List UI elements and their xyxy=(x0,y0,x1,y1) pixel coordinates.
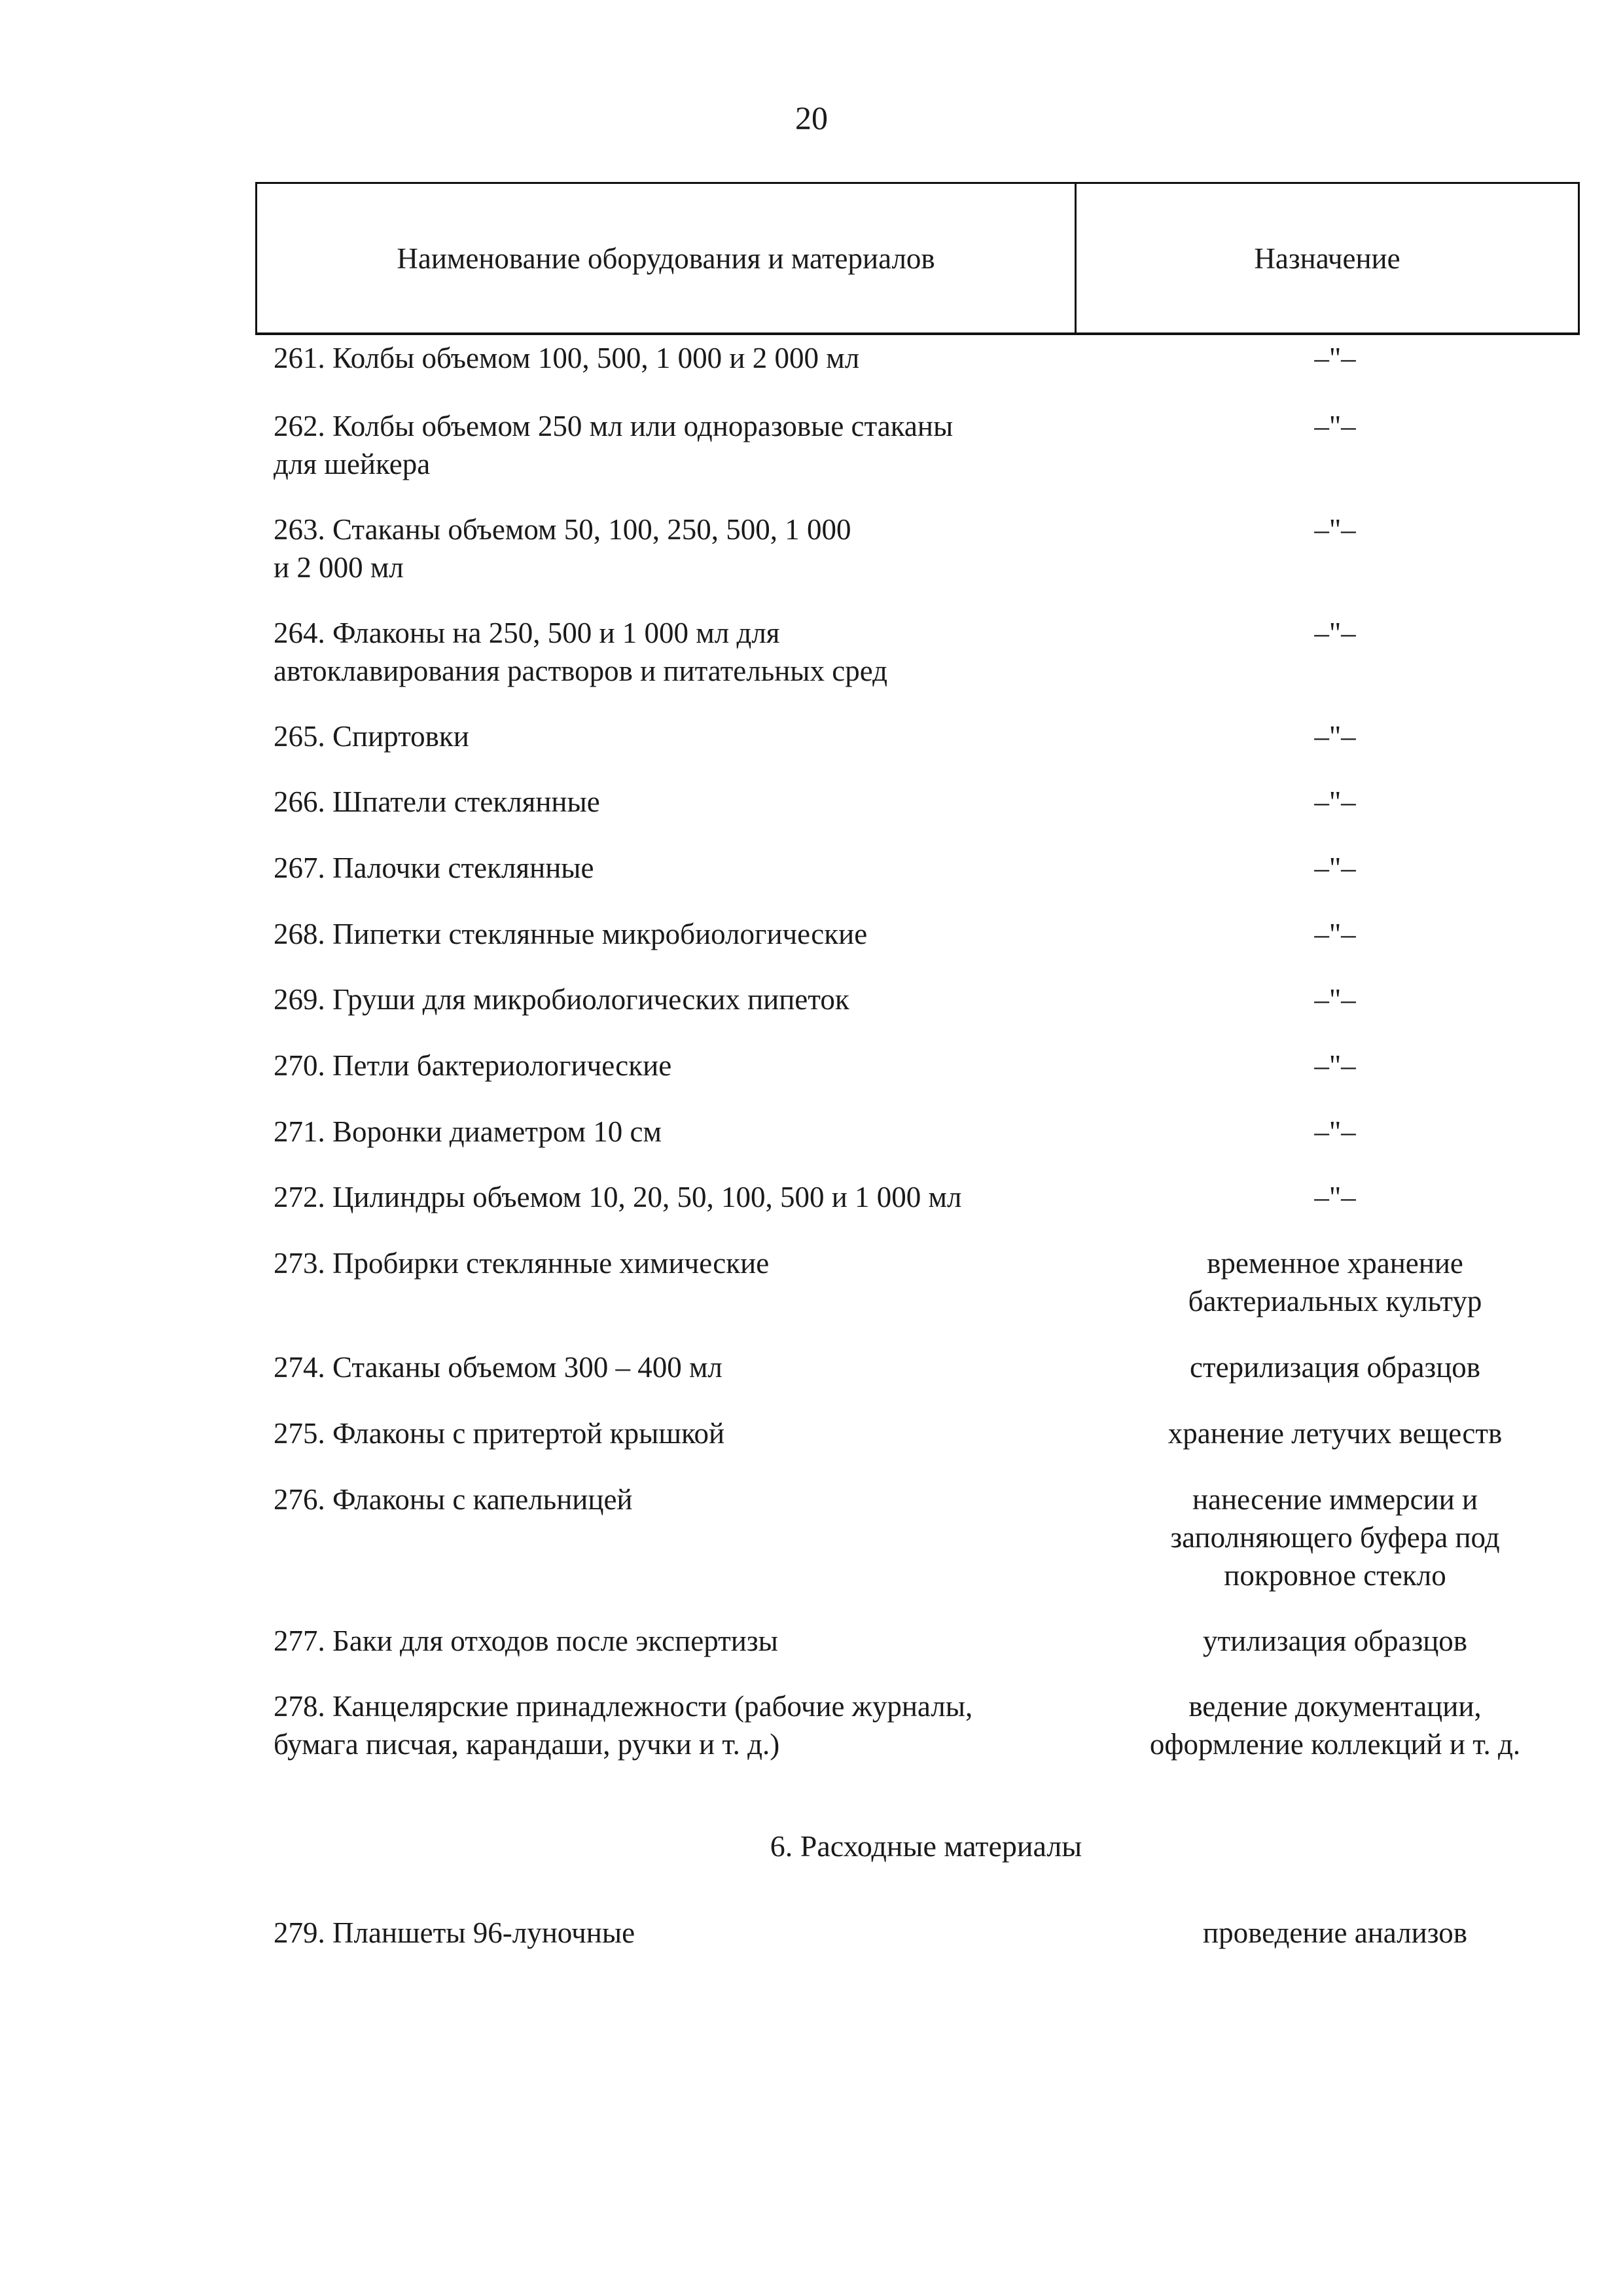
row-name: 268. Пипетки стеклянные микробиологические xyxy=(274,918,868,950)
row-name: 267. Палочки стеклянные xyxy=(274,852,594,884)
row-name: 276. Флаконы с капельницей xyxy=(274,1483,633,1516)
row-purpose: –"– xyxy=(1314,410,1356,442)
section-title: 6. Расходные материалы xyxy=(770,1829,1082,1863)
row-name: 261. Колбы объемом 100, 500, 1 000 и 2 000 мл xyxy=(274,342,860,374)
header-name-column: Наименование оборудования и материалов xyxy=(257,184,1077,332)
row-purpose: –"– xyxy=(1314,918,1356,950)
row-name: 263. Стаканы объемом 50, 100, 250, 500, 1 000 и 2 000 мл xyxy=(274,513,851,584)
row-purpose: –"– xyxy=(1314,1181,1356,1213)
row-purpose: проведение анализов xyxy=(1203,1916,1467,1949)
row-name: 275. Флаконы с притертой крышкой xyxy=(274,1417,725,1450)
row-purpose: стерилизация образцов xyxy=(1189,1351,1481,1384)
row-purpose: –"– xyxy=(1314,617,1356,649)
row-purpose: –"– xyxy=(1314,342,1356,374)
row-name: 269. Груши для микробиологических пипеток xyxy=(274,983,849,1016)
row-name: 270. Петли бактериологические xyxy=(274,1049,672,1082)
row-purpose: –"– xyxy=(1314,852,1356,884)
row-purpose: –"– xyxy=(1314,1049,1356,1082)
header-purpose-column: Назначение xyxy=(1254,242,1400,275)
row-purpose: ведение документации, оформление коллекций и т. д. xyxy=(1149,1690,1521,1761)
row-purpose: временное хранение бактериальных культур xyxy=(1188,1247,1482,1318)
row-purpose: хранение летучих веществ xyxy=(1168,1417,1503,1450)
row-purpose: –"– xyxy=(1314,983,1356,1016)
row-name: 262. Колбы объемом 250 мл или одноразовые стаканы для шейкера xyxy=(274,410,954,480)
row-purpose: нанесение иммерсии и заполняющего буфера под покровное стекло xyxy=(1170,1483,1500,1592)
row-purpose: –"– xyxy=(1314,720,1356,753)
row-name: 265. Спиртовки xyxy=(274,720,469,753)
row-name: 278. Канцелярские принадлежности (рабочие журналы, бумага писчая, карандаши, ручки и т. д.) xyxy=(274,1690,973,1761)
page-number: 20 xyxy=(795,99,828,136)
row-name: 272. Цилиндры объемом 10, 20, 50, 100, 500 и 1 000 мл xyxy=(274,1181,962,1213)
table-header xyxy=(255,182,1580,335)
row-purpose: –"– xyxy=(1314,785,1356,818)
row-name: 279. Планшеты 96-луночные xyxy=(274,1916,635,1949)
row-purpose: утилизация образцов xyxy=(1202,1624,1468,1657)
row-name: 271. Воронки диаметром 10 см xyxy=(274,1115,662,1148)
row-name: 274. Стаканы объемом 300 – 400 мл xyxy=(274,1351,722,1384)
row-name: 266. Шпатели стеклянные xyxy=(274,785,600,818)
row-purpose: –"– xyxy=(1314,513,1356,546)
row-name: 277. Баки для отходов после экспертизы xyxy=(274,1624,778,1657)
row-name: 273. Пробирки стеклянные химические xyxy=(274,1247,770,1280)
row-purpose: –"– xyxy=(1314,1115,1356,1148)
row-name: 264. Флаконы на 250, 500 и 1 000 мл для автоклавирования растворов и питательных сред xyxy=(274,617,888,687)
